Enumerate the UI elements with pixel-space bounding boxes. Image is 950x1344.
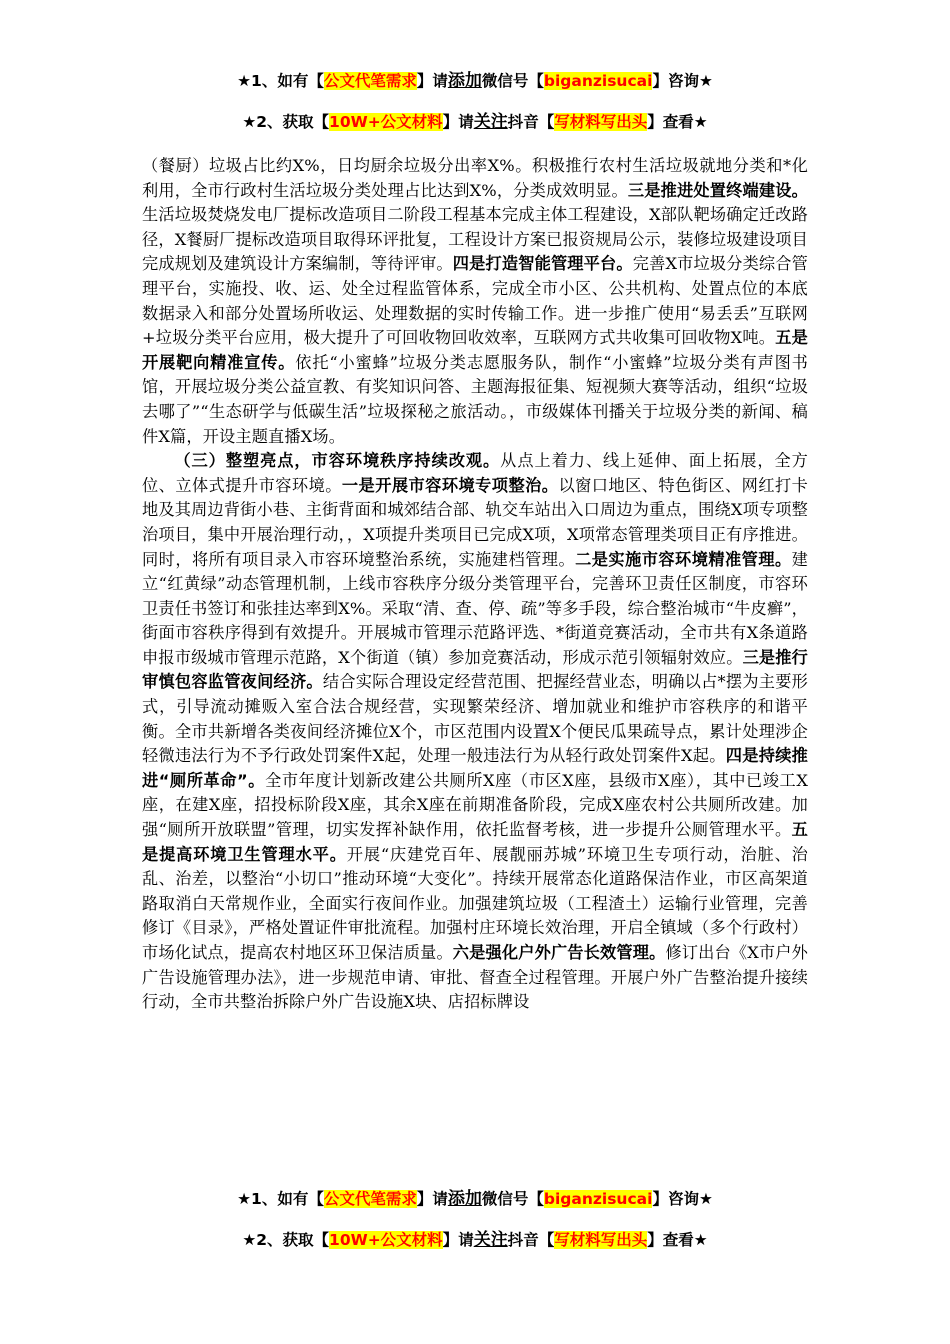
banner-text: ★2、获取【 [242, 113, 330, 131]
banner-text: 】查看★ [647, 1231, 708, 1249]
banner-text: 抖音【 [507, 113, 555, 131]
banner-highlight: biganzisucai [543, 72, 653, 90]
banner-text: ★1、如有【 [237, 72, 324, 90]
bold-point: 四是打造智能管理平台。 [452, 254, 633, 274]
banner-highlight: 公文代笔需求 [323, 1190, 417, 1208]
bold-point: 三是推进处置终端建设。 [627, 180, 809, 200]
banner-text: 】查看★ [647, 113, 708, 131]
section-heading: （三）整塑亮点，市容环境秩序持续改观。 [174, 451, 501, 471]
footer-banner-line-1 [0, 1188, 950, 1210]
header-banner-line-2 [0, 111, 950, 133]
banner-text: 抖音【 [507, 1231, 555, 1249]
banner-text: 】请 [416, 1190, 448, 1208]
banner-text: ★1、如有【 [237, 1190, 324, 1208]
paragraph-city-appearance: （三）整塑亮点，市容环境秩序持续改观。从点上着力、线上延伸、面上拓展，全方位、立体式提升市容环境。一是开展市容环境专项整治。以窗口地区、特色街区、网红打卡地及其周边背街小巷、主街背面和城郊结合部、轨交车站出入口周边为重点，围绕X项专项整治项目，集中开展治理行动，，X项提升类项目已完成X项，X项常态管理类项目正有序推进。同时，将所有项目录入市容环境整治系统，实施建档管理。二是实施市容环境精准管理。建立“红黄绿”动态管理机制，上线市容秩序分级分类管理平台，完善环卫责任区制度，市容环卫责任书签订和张挂达率到X%。采取“清、查、停、疏”等多手段，综合整治城市“牛皮癣”，街面市容秩序得到有效提升。开展城市管理示范路评选、*街道竞赛活动，全市共有X条道路申报市级城市管理示范路，X个街道（镇）参加竞赛活动，形成示范引领辐射效应。三是推行审慎包容监管夜间经济。结合实际合理设定经营范围、把握经营业态，明确以占*摆为主要形式，引导流动摊贩入室合法合规经营，实现繁荣经济、增加就业和维护市容秩序的和谐平衡。全市共新增各类夜间经济摊位X个，市区范围内设置X个便民瓜果疏导点，累计处理涉企轻微违法行为不予行政处罚案件X起，处理一般违法行为从轻行政处罚案件X起。四是持续推进“厕所革命”。全市年度计划新改建公共厕所X座（市区X座，县级市X座），其中已竣工X座，在建X座，招投标阶段X座，其余X座在前期准备阶段，完成X座农村公共厕所改建。加强“厕所开放联盟”管理，切实发挥补缺作用，依托监督考核，进一步提升公厕管理水平。五是提高环境卫生管理水平。开展“庆建党百年、展靓丽苏城”环境卫生专项行动，治脏、治乱、治差，以整治“小切口”推动环境“大变化”。持续开展常态化道路保洁作业，市区高架道路取消白天常规作业，全面实行夜间作业。加强建筑垃圾（工程渣土）运输行业管理，完善修订《目录》，严格处置证件审批流程。加强村庄环境长效治理，开启全镇域（多个行政村）市场化试点，提高农村地区环卫保洁质量。六是强化户外广告长效管理。修订出台《X市户外广告设施管理办法》，进一步规范申请、审批、督查全过程管理。开展户外广告整治提升接续行动，全市共整治拆除户外广告设施X块、店招标牌设 [142, 451, 809, 1012]
banner-text: 】请 [442, 113, 474, 131]
banner-highlight: 写材料写出头 [554, 113, 648, 131]
banner-text: 微信号【 [481, 1190, 544, 1208]
banner-highlight: 10W+公文材料 [329, 113, 443, 131]
bold-point: 六是强化户外广告长效管理。 [452, 943, 666, 962]
banner-highlight: 公文代笔需求 [323, 72, 417, 90]
banner-underline: 关注 [473, 1230, 508, 1250]
banner-underline: 添加 [447, 1189, 482, 1209]
banner-text: 】咨询★ [652, 72, 713, 90]
banner-highlight: 10W+公文材料 [329, 1231, 443, 1249]
bold-point: 三是推行审慎包容监管夜间经济。 [142, 647, 808, 692]
bold-point: 二是实施市容环境精准管理。 [575, 549, 792, 569]
banner-highlight: biganzisucai [543, 1190, 653, 1208]
banner-text: 微信号【 [481, 72, 544, 90]
footer-banner-line-2 [0, 1229, 950, 1251]
banner-highlight: 写材料写出头 [554, 1231, 648, 1249]
banner-text: 】请 [442, 1231, 474, 1249]
banner-text: 】请 [416, 72, 448, 90]
bold-point: 四是持续推进“厕所革命”。 [142, 746, 809, 790]
banner-text: ★2、获取【 [242, 1231, 330, 1249]
banner-underline: 关注 [473, 112, 508, 132]
bold-point: 五是开展靶向精准宣传。 [142, 328, 808, 372]
banner-underline: 添加 [447, 71, 482, 91]
bold-point: 五是提高环境卫生管理水平。 [142, 820, 808, 864]
bold-point: 一是开展市容环境专项整治。 [341, 475, 559, 495]
header-banner-line-1 [0, 70, 950, 92]
banner-text: 】咨询★ [652, 1190, 713, 1208]
paragraph-garbage-sorting: （餐厨）垃圾占比约X%，日均厨余垃圾分出率X%。积极推行农村生活垃圾就地分类和*化利用，全市行政村生活垃圾分类处理占比达到X%，分类成效明显。三是推进处置终端建设。生活垃圾焚烧发电厂提标改造项目二阶段工程基本完成主体工程建设，X部队靶场确定迁改路径，X餐厨厂提标改造项目取得环评批复，工程设计方案已报资规局公示，装修垃圾建设项目完成规划及建筑设计方案编制，等待评审。四是打造智能管理平台。完善X市垃圾分类综合管理平台，实施投、收、运、处全过程监管体系，完成全市小区、公共机构、处置点位的本底数据录入和部分处置场所收运、处理数据的实时传输工作。进一步推广使用“易丢丢”互联网+垃圾分类平台应用，极大提升了可回收物回收效率，互联网方式共收集可回收物X吨。五是开展靶向精准宣传。依托“小蜜蜂”垃圾分类志愿服务队，制作“小蜜蜂”垃圾分类有声图书馆，开展垃圾分类公益宣教、有奖知识问答、主题海报征集、短视频大赛等活动，组织“垃圾去哪了”“生态研学与低碳生活”垃圾探秘之旅活动。，市级媒体刊播关于垃圾分类的新闻、稿件X篇，开设主题直播X场。 [142, 156, 809, 446]
document-body [142, 154, 808, 1015]
